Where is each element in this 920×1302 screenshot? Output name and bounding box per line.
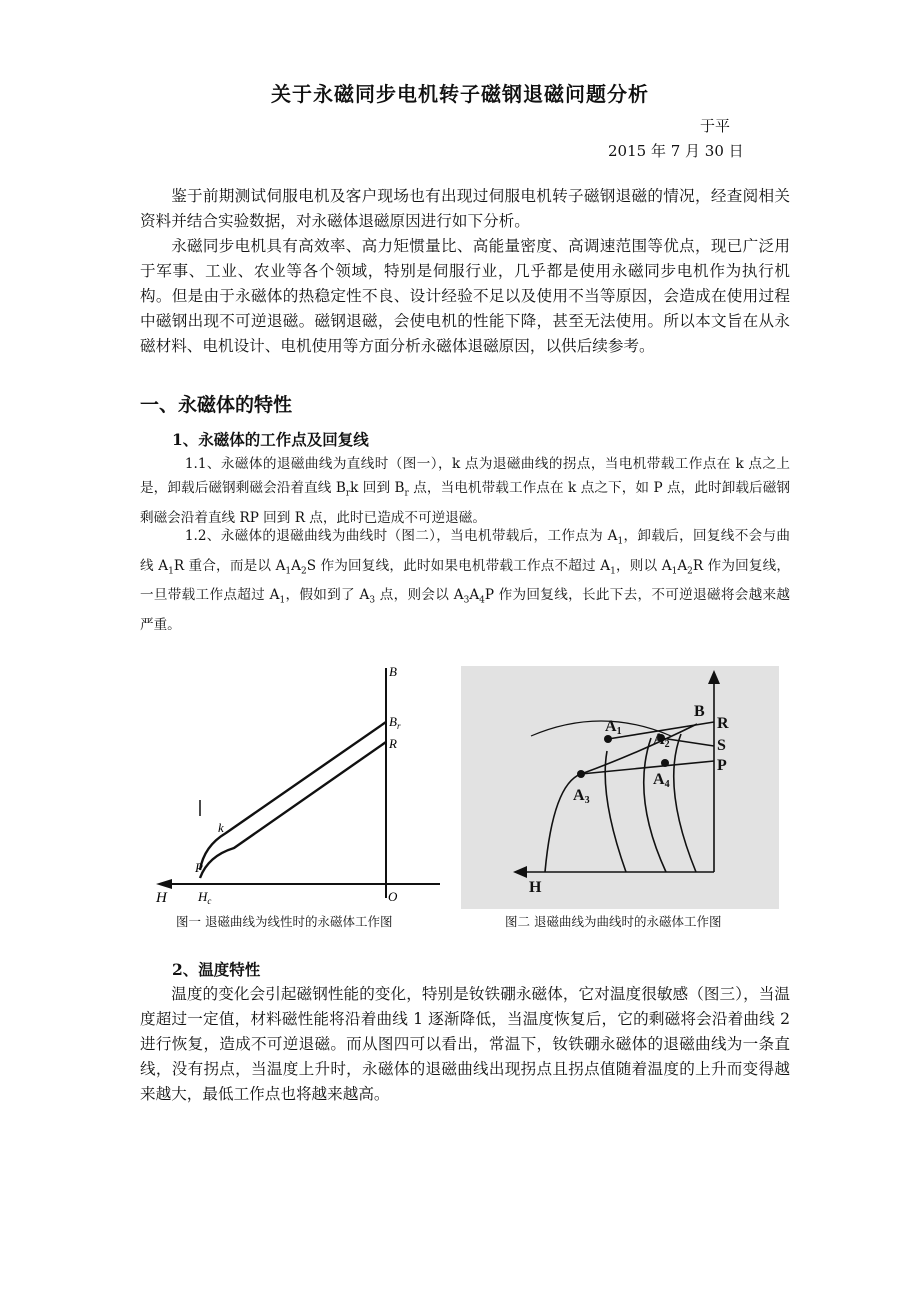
intro-paragraph-1: 鉴于前期测试伺服电机及客户现场也有出现过伺服电机转子磁钢退磁的情况，经查阅相关资料并结合实验数据，对永磁体退磁原因进行如下分析。	[140, 187, 790, 230]
label-k: k	[218, 820, 224, 835]
recoil-line-rp	[200, 742, 386, 878]
paragraph-1-2: 1.2、永磁体的退磁曲线为曲线时（图二），当电机带载后，工作点为 $A_1$，卸载后，回复线不会与曲线 $A_1R$ 重合，而是以 $A_1A_2S$ 作为回复线，此时如果电机带载工作点不超过 $A_1$，则以 $A_1A_2R$ 作为回复线，一旦带载工作点超过 $A_1$，假如到了 $A_3$ 点，则会以 $A_3A_4P$ 作为回复线，长此下去，不可逆退磁将会越来越严重。	[140, 528, 791, 634]
label-a2: A2	[653, 731, 670, 750]
figure-1-diagram	[142, 650, 462, 910]
subsection-heading-1: 1、永磁体的工作点及回复线	[172, 430, 369, 449]
document-title: 关于永磁同步电机转子磁钢退磁问题分析	[271, 82, 649, 106]
label-r: R	[389, 736, 397, 751]
label-a4: A4	[653, 771, 670, 790]
figure-2-diagram	[461, 666, 779, 909]
label-r: R	[717, 715, 729, 732]
subsection-heading-2: 2、温度特性	[172, 960, 261, 979]
date: 2015 年 7 月 30 日	[608, 142, 744, 160]
label-s: S	[717, 737, 726, 754]
label-o: O	[388, 889, 398, 904]
section-heading: 一、永磁体的特性	[140, 394, 293, 416]
point-a3	[577, 770, 585, 778]
point-a1	[604, 735, 612, 743]
label-h: H	[529, 879, 542, 896]
label-b: B	[694, 703, 705, 720]
author: 于平	[700, 117, 731, 135]
point-a4	[661, 759, 669, 767]
label-a1: A1	[605, 718, 622, 737]
temperature-paragraph: 温度的变化会引起磁钢性能的变化，特别是钕铁硼永磁体，它对温度很敏感（图三），当温度超过一定值，材料磁性能将沿着曲线 1 逐渐降低，当温度恢复后，它的剩磁将会沿着曲线 2 进行恢复，造成不可逆退磁。而从图四可以看出，常温下，钕铁硼永磁体的退磁曲线为一条直线，没有拐点，当温度上升时，永磁体的退磁曲线出现拐点且拐点值随着温度的上升而变得越来越大，最低工作点也将越来越高。	[140, 985, 790, 1103]
label-p: P	[195, 860, 203, 875]
label-br: $B_r$	[389, 714, 401, 731]
demagnetization-line	[200, 722, 386, 870]
label-hc: $H_c$	[198, 889, 212, 906]
label-b: B	[389, 664, 397, 679]
figure-1-caption: 图一 退磁曲线为线性时的永磁体工作图	[176, 914, 393, 929]
label-a3: A3	[573, 787, 590, 806]
paragraph-1-1: 1.1、永磁体的退磁曲线为直线时（图一），k 点为退磁曲线的拐点，当电机带载工作点在 k 点之上是，卸载后磁钢剩磁会沿着直线 $B_rk$ 回到 $B_r$ 点，当电机带载工作点在 k 点之下，如 P 点，此时卸载后磁钢剩磁会沿着直线 RP 回到 R 点，此时已造成不可逆退磁。	[140, 456, 790, 526]
label-h: H	[156, 890, 167, 906]
figure-2-caption: 图二 退磁曲线为曲线时的永磁体工作图	[505, 914, 722, 929]
intro-paragraph-2: 永磁同步电机具有高效率、高力矩惯量比、高能量密度、高调速范围等优点，现已广泛用于军事、工业、农业等各个领域，特别是伺服行业，几乎都是使用永磁同步电机作为执行机构。但是由于永磁体的热稳定性不良、设计经验不足以及使用不当等原因，会造成在使用过程中磁钢出现不可逆退磁。磁钢退磁，会使电机的性能下降，甚至无法使用。所以本文旨在从永磁材料、电机设计、电机使用等方面分析永磁体退磁原因，以供后续参考。	[140, 237, 790, 355]
label-p: P	[717, 757, 727, 774]
h-axis-arrow	[156, 879, 172, 889]
